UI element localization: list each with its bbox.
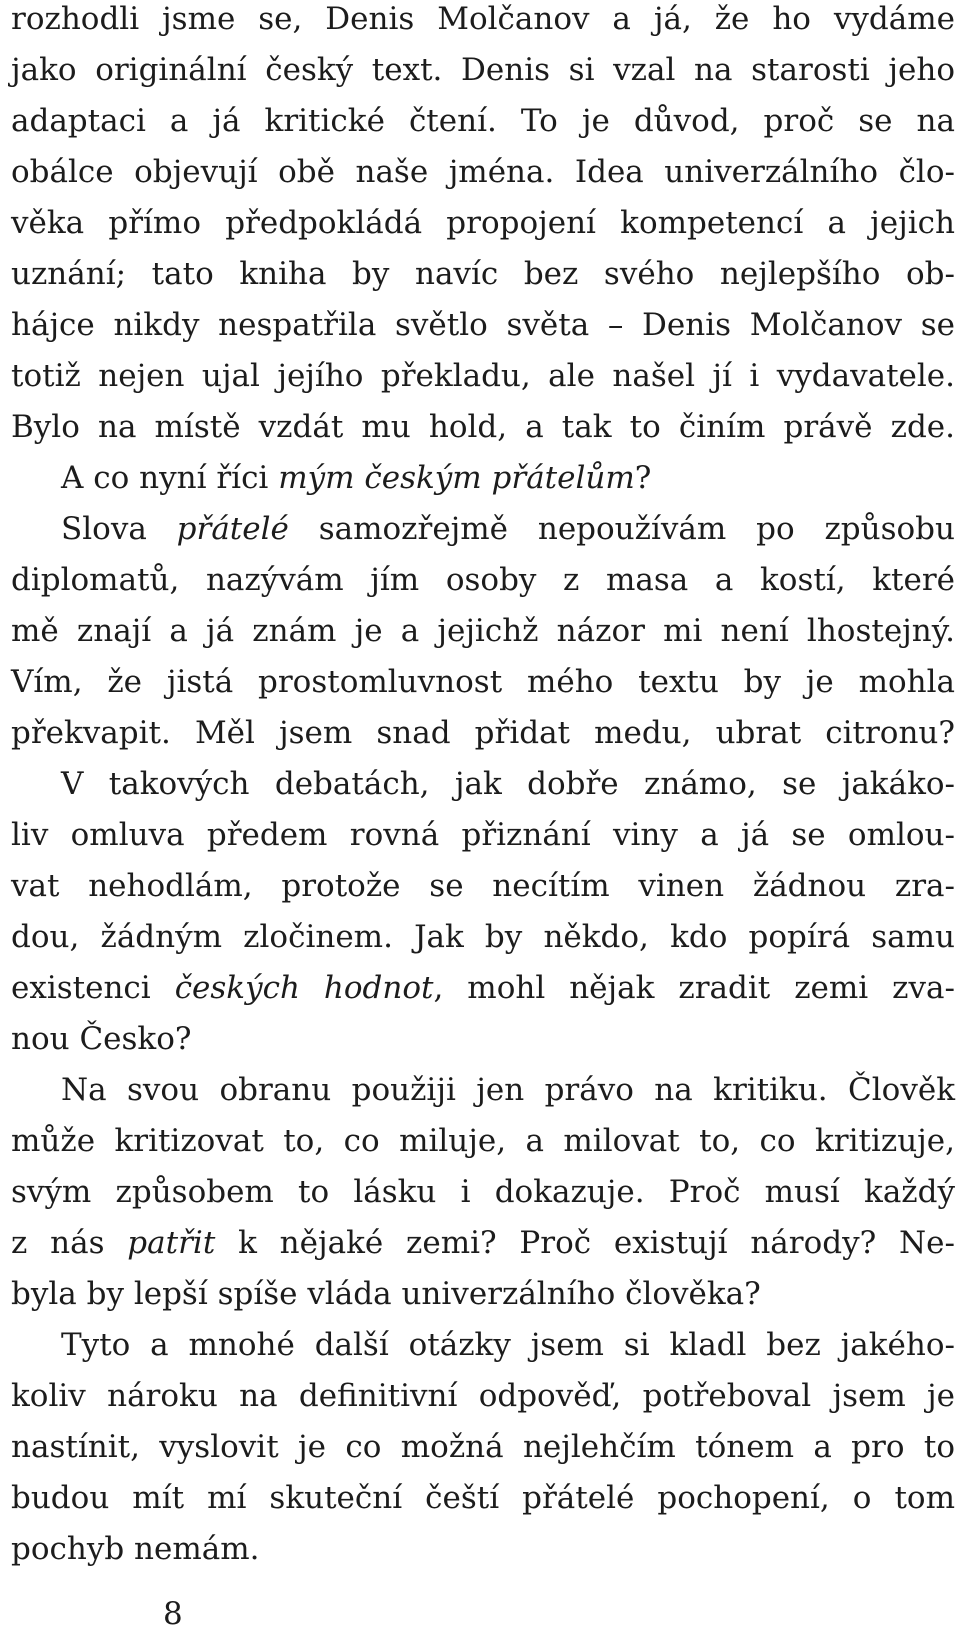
text-line: překvapit. Měl jsem snad přidat medu, ubrat citronu? <box>11 715 955 751</box>
text-run: samozřejmě nepoužívám po způsobu <box>288 511 955 547</box>
text-line: nastínit, vyslovit je co možná nejlehčím tónem a pro to <box>11 1429 955 1465</box>
text-line: svým způsobem to lásku i dokazuje. Proč musí každý <box>11 1174 955 1210</box>
text-line: V takových debatách, jak dobře známo, se jakáko- <box>61 766 955 802</box>
text-line: hájce nikdy nespatřila světlo světa – Denis Molčanov se <box>11 307 955 343</box>
text-run: existenci <box>11 970 175 1006</box>
text-line: liv omluva předem rovná přiznání viny a já se omlou- <box>11 817 955 853</box>
text-line: Bylo na místě vzdát mu hold, a tak to činím právě zde. <box>11 409 955 445</box>
text-line: Na svou obranu použiji jen právo na kritiku. Člověk <box>61 1072 955 1108</box>
text-line: obálce objevují obě naše jména. Idea univerzálního člo- <box>11 154 955 190</box>
text-run: A co nyní říci <box>61 460 279 496</box>
text-line <box>11 961 955 1015</box>
italic-phrase: mým českým přátelům <box>278 460 635 496</box>
text-line: uznání; tato kniha by navíc bez svého nejlepšího ob- <box>11 256 955 292</box>
text-line: totiž nejen ujal jejího překladu, ale našel jí i vydavatele. <box>11 358 955 394</box>
text-line: adaptaci a já kritické čtení. To je důvod, proč se na <box>11 103 955 139</box>
text-line: jako originální český text. Denis si vzal na starosti jeho <box>11 52 955 88</box>
text-line: věka přímo předpokládá propojení kompetencí a jejich <box>11 205 955 241</box>
text-line <box>11 502 955 556</box>
text-line: Vím, že jistá prostomluvnost mého textu by je mohla <box>11 664 955 700</box>
text-run: ? <box>634 460 652 496</box>
text-line <box>11 451 955 505</box>
text-run: k nějaké zemi? Proč existují národy? Ne- <box>215 1225 955 1261</box>
text-line: budou mít mí skuteční čeští přátelé pochopení, o tom <box>11 1480 955 1516</box>
text-line: vat nehodlám, protože se necítím vinen žádnou zra- <box>11 868 955 904</box>
text-line: může kritizovat to, co miluje, a milovat to, co kritizuje, <box>11 1123 955 1159</box>
text-line: koliv nároku na definitivní odpověď, potřeboval jsem je <box>11 1378 955 1414</box>
text-line: pochyb nemám. <box>11 1531 260 1567</box>
text-run: Slova <box>61 511 177 547</box>
italic-word: přátelé <box>176 511 289 547</box>
text-run: , mohl nějak zradit zemi zva- <box>433 970 955 1006</box>
text-line: nou Česko? <box>11 1021 192 1057</box>
text-line: byla by lepší spíše vláda univerzálního člověka? <box>11 1276 761 1312</box>
text-line: diplomatů, nazývám jím osoby z masa a kostí, které <box>11 562 955 598</box>
text-line: Tyto a mnohé další otázky jsem si kladl bez jakého- <box>61 1327 955 1363</box>
text-line <box>11 1216 955 1270</box>
text-line: rozhodli jsme se, Denis Molčanov a já, že ho vydáme <box>11 1 955 37</box>
text-line: mě znají a já znám je a jejichž názor mi není lhostejný. <box>11 613 955 649</box>
italic-phrase: českých hodnot <box>174 970 434 1006</box>
text-line: dou, žádným zločinem. Jak by někdo, kdo popírá samu <box>11 919 955 955</box>
italic-word: patřit <box>127 1225 216 1261</box>
text-run: z nás <box>11 1225 128 1261</box>
page-number: 8 <box>163 1596 183 1632</box>
